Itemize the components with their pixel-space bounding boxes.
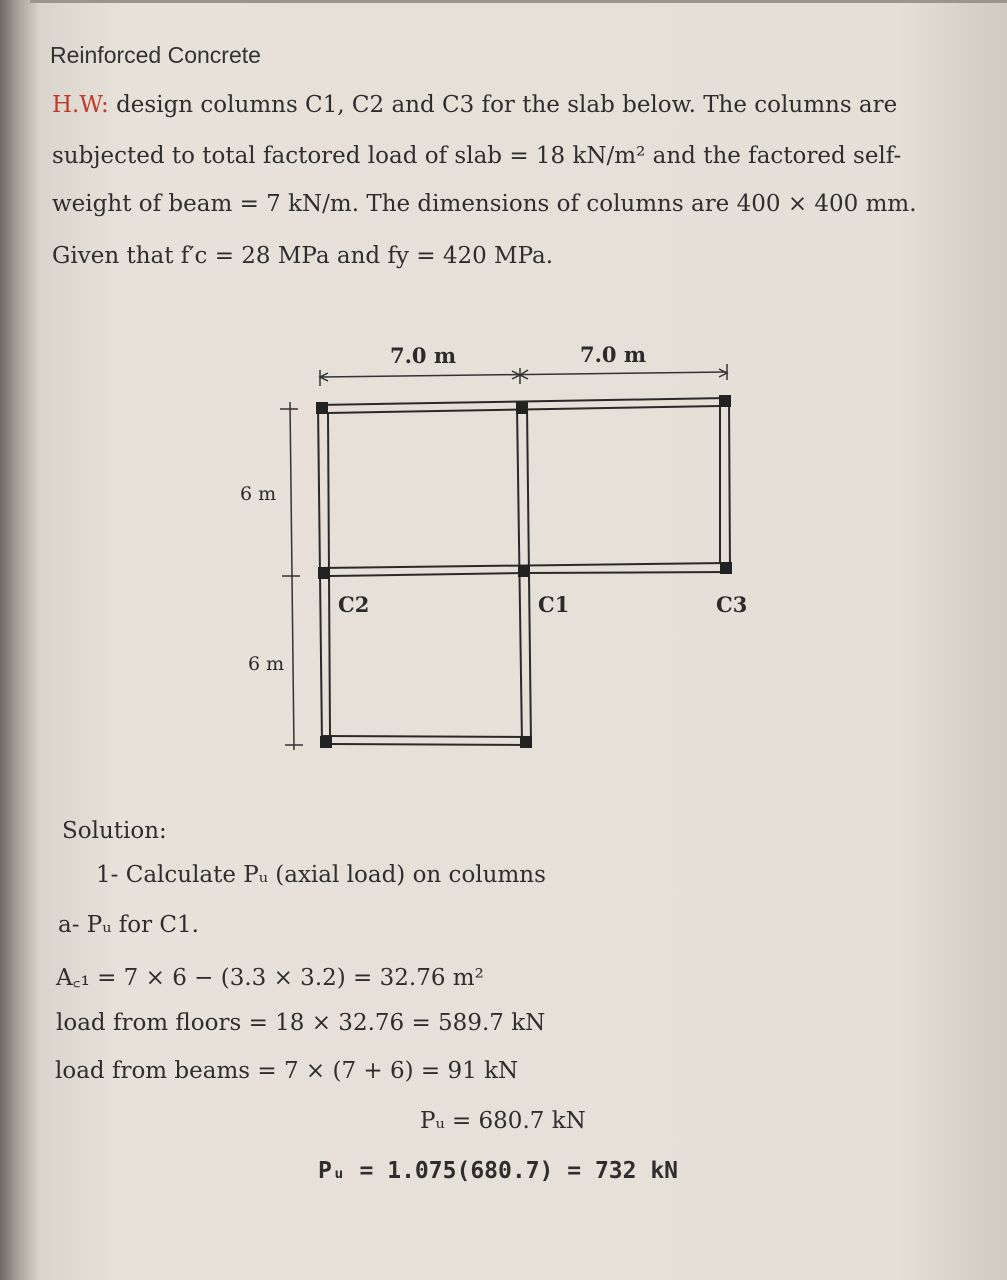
- left-dimension-line: [280, 402, 303, 750]
- column-label-c3: C3: [716, 592, 748, 617]
- column-label-c2: C2: [338, 592, 370, 617]
- top-dimension-line: [320, 364, 727, 386]
- floor-load-equation: load from floors = 18 × 32.76 = 589.7 kN: [56, 1010, 546, 1036]
- solution-sub-a: a- Pᵤ for C1.: [58, 912, 199, 938]
- problem-line-4: Given that f′c = 28 MPa and fy = 420 MPa.: [52, 243, 554, 269]
- area-equation: A꜀₁ = 7 × 6 − (3.3 × 3.2) = 32.76 m²: [56, 965, 484, 991]
- column-label-c1: C1: [538, 592, 570, 617]
- pu-final: Pᵤ = 1.075(680.7) = 732 kN: [318, 1158, 679, 1184]
- pu-total: Pᵤ = 680.7 kN: [420, 1108, 586, 1134]
- problem-line-3: weight of beam = 7 kN/m. The dimensions of columns are 400 × 400 mm.: [52, 191, 917, 217]
- problem-line-2: subjected to total factored load of slab = 18 kN/m² and the factored self-: [52, 143, 902, 169]
- page-header: Reinforced Concrete: [50, 42, 261, 68]
- beam-load-equation: load from beams = 7 × (7 + 6) = 91 kN: [55, 1058, 519, 1084]
- solution-heading: Solution:: [62, 818, 167, 844]
- slab-plan-diagram: [230, 340, 770, 770]
- problem-line-1: [52, 92, 897, 118]
- span-label-right: 7.0 m: [580, 342, 647, 367]
- page-top-edge: [30, 0, 1007, 3]
- problem-line-1-text: design columns C1, C2 and C3 for the slab below. The columns are: [108, 92, 898, 118]
- hw-tag: H.W:: [52, 92, 109, 118]
- height-label-bottom: 6 m: [248, 653, 285, 675]
- height-label-top: 6 m: [240, 483, 277, 505]
- span-label-left: 7.0 m: [390, 343, 457, 368]
- solution-step-1: 1- Calculate Pᵤ (axial load) on columns: [96, 862, 546, 888]
